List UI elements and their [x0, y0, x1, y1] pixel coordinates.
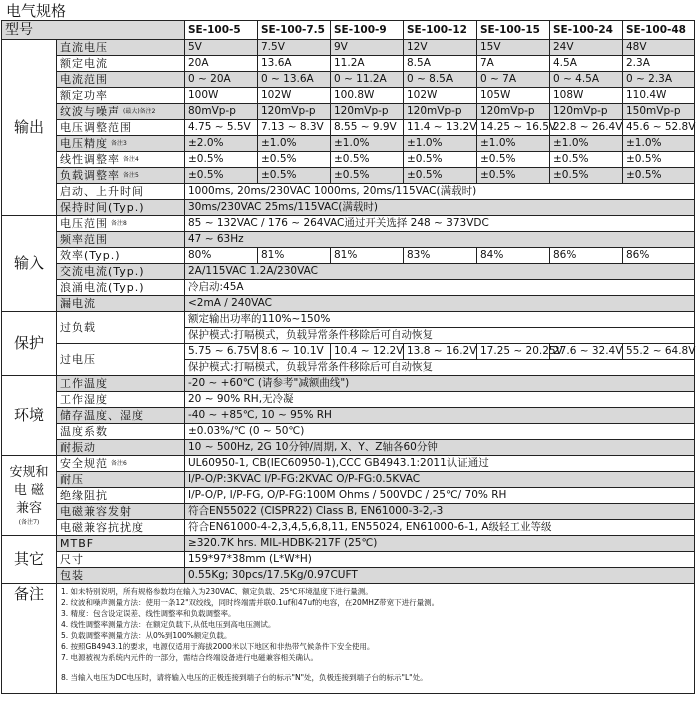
spec-value: 5.75 ~ 6.75V	[185, 344, 258, 360]
spec-row	[2, 568, 695, 584]
spec-value: 0.55Kg; 30pcs/17.5Kg/0.97CUFT	[185, 568, 695, 584]
spec-label	[57, 200, 185, 216]
spec-row	[2, 408, 695, 424]
spec-row	[2, 296, 695, 312]
spec-note: 备注5	[123, 172, 139, 180]
spec-value: 7.13 ~ 8.3V	[258, 120, 331, 136]
spec-label-text: 额定电流	[60, 57, 108, 70]
spec-row	[2, 232, 695, 248]
spec-value: 2A/115VAC 1.2A/230VAC	[185, 264, 695, 280]
spec-label-text: 过电压	[60, 353, 96, 366]
note-item: 5. 负载调整率测量方法：从0%到100%额定负载。	[61, 631, 232, 640]
spec-value: ±0.5%	[185, 168, 258, 184]
spec-value: 80%	[185, 248, 258, 264]
note-item: 6. 按照GB4943.1的要求，电源仅适用于海拔2000米以下地区和非热带气候条件下安全使用。	[61, 642, 375, 651]
spec-label	[57, 56, 185, 72]
spec-value: 8.6 ~ 10.1V	[258, 344, 331, 360]
section-note: (备注7)	[18, 519, 40, 526]
spec-value: 14.25 ~ 16.5V	[477, 120, 550, 136]
spec-value: 0 ~ 13.6A	[258, 72, 331, 88]
spec-row	[2, 40, 695, 56]
spec-value: ±0.5%	[550, 152, 623, 168]
spec-value: 100W	[185, 88, 258, 104]
spec-label-text: 频率范围	[60, 233, 108, 246]
spec-value: 150mVp-p	[623, 104, 695, 120]
spec-value: 81%	[331, 248, 404, 264]
spec-label-text: 温度系数	[60, 425, 108, 438]
spec-label-text: 额定功率	[60, 89, 108, 102]
section-protection: 保护	[2, 312, 57, 376]
spec-value: ±0.5%	[258, 168, 331, 184]
spec-label-text: 纹波与噪声	[60, 104, 120, 118]
spec-value: I/P-O/P:3KVAC I/P-FG:2KVAC O/P-FG:0.5KVAC	[185, 472, 695, 488]
spec-value: 8.5A	[404, 56, 477, 72]
spec-label	[57, 184, 185, 200]
model-header: SE-100-24	[550, 21, 623, 40]
section-safety-emc	[2, 456, 57, 536]
model-header: SE-100-7.5	[258, 21, 331, 40]
spec-value: ±0.5%	[258, 152, 331, 168]
spec-value: 20A	[185, 56, 258, 72]
spec-note: 备注3	[111, 140, 127, 148]
spec-row	[2, 200, 695, 216]
spec-value: 4.75 ~ 5.5V	[185, 120, 258, 136]
note-item	[61, 663, 690, 672]
model-label: 型号	[2, 21, 185, 40]
page-title: 电气规格	[6, 2, 67, 20]
spec-value: 10 ~ 500Hz, 2G 10分钟/周期, X、Y、Z轴各60分钟	[185, 440, 695, 456]
spec-row	[2, 248, 695, 264]
spec-value: 84%	[477, 248, 550, 264]
spec-value: ±0.5%	[550, 168, 623, 184]
spec-label	[57, 312, 185, 344]
spec-label	[57, 40, 185, 56]
spec-value: 86%	[550, 248, 623, 264]
spec-label	[57, 216, 185, 232]
spec-value: -20 ~ +60℃ (请参考"减额曲线")	[185, 376, 695, 392]
spec-label	[57, 88, 185, 104]
spec-row	[2, 72, 695, 88]
spec-value: 12V	[404, 40, 477, 56]
notes-list	[57, 584, 695, 694]
spec-label	[57, 344, 185, 376]
spec-row	[2, 168, 695, 184]
spec-row	[2, 552, 695, 568]
spec-label-text: 负载调整率	[60, 168, 120, 182]
spec-label-text: 交流电流(Typ.)	[60, 265, 145, 278]
spec-value: 24V	[550, 40, 623, 56]
spec-value: ±0.5%	[404, 168, 477, 184]
spec-label	[57, 440, 185, 456]
spec-note: 备注8	[111, 220, 127, 228]
spec-value: 9V	[331, 40, 404, 56]
spec-value: I/P-O/P, I/P-FG, O/P-FG:100M Ohms / 500VDC / 25℃/ 70% RH	[185, 488, 695, 504]
spec-label-text: 直流电压	[60, 41, 108, 54]
spec-note: 备注4	[123, 156, 139, 164]
spec-value: ±0.5%	[331, 152, 404, 168]
spec-value: 48V	[623, 40, 695, 56]
spec-row	[2, 264, 695, 280]
spec-value: ±0.5%	[331, 168, 404, 184]
spec-value: 27.6 ~ 32.4V	[550, 344, 623, 360]
spec-value: 120mVp-p	[258, 104, 331, 120]
spec-value: 1000ms, 20ms/230VAC 1000ms, 20ms/115VAC(满载时)	[185, 184, 695, 200]
spec-value: 105W	[477, 88, 550, 104]
section-environment: 环境	[2, 376, 57, 456]
spec-value: 102W	[258, 88, 331, 104]
spec-value: ±0.5%	[623, 168, 695, 184]
note-item: 7. 电源被视为系统内元件的一部分，需结合终端设备进行电磁兼容相关确认。	[61, 653, 319, 662]
spec-note: (最大)备注2	[123, 108, 156, 116]
spec-value: ±0.5%	[404, 152, 477, 168]
spec-label-text: 过负载	[60, 321, 96, 334]
spec-label-text: 漏电流	[60, 297, 96, 310]
note-item: 8. 当输入电压为DC电压时，请将输入电压的正极连接到端子台的标示"N"处，负极连接到端子台的标示"L"处。	[61, 673, 428, 682]
spec-value: 45.6 ~ 52.8V	[623, 120, 695, 136]
spec-label-text: 浪涌电流(Typ.)	[60, 281, 145, 294]
spec-value: 7A	[477, 56, 550, 72]
spec-row	[2, 88, 695, 104]
spec-label	[57, 248, 185, 264]
spec-value: 15V	[477, 40, 550, 56]
spec-value: 17.25 ~ 20.25V	[477, 344, 550, 360]
spec-label	[57, 296, 185, 312]
spec-value: 符合EN61000-4-2,3,4,5,6,8,11, EN55024, EN61000-6-1, A级轻工业等级	[185, 520, 695, 536]
spec-label	[57, 392, 185, 408]
spec-label	[57, 472, 185, 488]
spec-row	[2, 488, 695, 504]
spec-label-text: 效率(Typ.)	[60, 249, 121, 262]
spec-value: 120mVp-p	[331, 104, 404, 120]
spec-value: 保护模式:打嗝模式，负载异常条件移除后可自动恢复	[185, 328, 695, 344]
spec-value: 108W	[550, 88, 623, 104]
spec-row	[2, 184, 695, 200]
spec-value: 5V	[185, 40, 258, 56]
spec-value: 20 ~ 90% RH,无冷凝	[185, 392, 695, 408]
spec-label-text: 尺寸	[60, 553, 84, 566]
spec-label-text: 启动、上升时间	[60, 185, 144, 198]
note-item: 4. 线性调整率测量方法：在额定负载下,从低电压到高电压测试。	[61, 620, 276, 629]
spec-label	[57, 152, 185, 168]
spec-value: 83%	[404, 248, 477, 264]
spec-value: ±1.0%	[550, 136, 623, 152]
spec-label-text: 安全规范	[60, 456, 108, 470]
spec-row	[2, 280, 695, 296]
model-header: SE-100-15	[477, 21, 550, 40]
spec-value: ±2.0%	[185, 136, 258, 152]
spec-value: 55.2 ~ 64.8V	[623, 344, 695, 360]
note-item: 1. 如未特别说明，所有规格参数均在输入为230VAC、额定负载、25℃环境温度下进行量测。	[61, 587, 373, 596]
spec-label	[57, 488, 185, 504]
spec-row	[2, 104, 695, 120]
spec-value: ±1.0%	[404, 136, 477, 152]
spec-value: 47 ~ 63Hz	[185, 232, 695, 248]
section-title-line: 电 磁	[13, 483, 45, 498]
spec-value: 102W	[404, 88, 477, 104]
spec-value: 8.55 ~ 9.9V	[331, 120, 404, 136]
spec-value: 2.3A	[623, 56, 695, 72]
spec-value: 7.5V	[258, 40, 331, 56]
spec-row	[2, 56, 695, 72]
section-notes: 备注	[2, 584, 57, 694]
spec-label	[57, 376, 185, 392]
spec-label	[57, 168, 185, 184]
spec-label-text: 工作湿度	[60, 393, 108, 406]
model-header: SE-100-48	[623, 21, 695, 40]
spec-label	[57, 72, 185, 88]
spec-value: 110.4W	[623, 88, 695, 104]
spec-value: 11.4 ~ 13.2V	[404, 120, 477, 136]
spec-label	[57, 552, 185, 568]
spec-value: -40 ~ +85℃, 10 ~ 95% RH	[185, 408, 695, 424]
spec-label	[57, 264, 185, 280]
section-output: 输出	[2, 40, 57, 216]
spec-value: 100.8W	[331, 88, 404, 104]
spec-label-text: 线性调整率	[60, 152, 120, 166]
spec-row	[2, 216, 695, 232]
spec-value: 0 ~ 8.5A	[404, 72, 477, 88]
spec-value: UL60950-1, CB(IEC60950-1),CCC GB4943.1:2011认证通过	[185, 456, 695, 472]
note-item: 3. 精度：包含设定误差、线性调整率和负载调整率。	[61, 609, 236, 618]
spec-value: 额定输出功率的110%~150%	[185, 312, 695, 328]
spec-value: 4.5A	[550, 56, 623, 72]
spec-label	[57, 424, 185, 440]
spec-label-text: MTBF	[60, 537, 95, 550]
spec-label	[57, 280, 185, 296]
spec-value: 10.4 ~ 12.2V	[331, 344, 404, 360]
spec-row	[2, 392, 695, 408]
spec-value: 0 ~ 4.5A	[550, 72, 623, 88]
spec-label	[57, 536, 185, 552]
spec-label-text: 电压范围	[60, 216, 108, 230]
spec-value: 0 ~ 2.3A	[623, 72, 695, 88]
spec-value: 0 ~ 11.2A	[331, 72, 404, 88]
notes-row	[2, 584, 695, 694]
note-item: 2. 纹波和噪声测量方法：使用一条12"双绞线，同时终端需并联0.1uf和47uf的电容，在20MHZ带宽下进行量测。	[61, 598, 440, 607]
spec-value: 符合EN55022 (CISPR22) Class B, EN61000-3-2,-3	[185, 504, 695, 520]
spec-row	[2, 152, 695, 168]
spec-value: 保护模式:打嗝模式，负载异常条件移除后可自动恢复	[185, 360, 695, 376]
model-header: SE-100-9	[331, 21, 404, 40]
header-row	[2, 21, 695, 40]
spec-label	[57, 136, 185, 152]
spec-value: 冷启动:45A	[185, 280, 695, 296]
spec-label	[57, 520, 185, 536]
spec-label	[57, 456, 185, 472]
spec-row	[2, 472, 695, 488]
spec-value: ±0.03%/℃ (0 ~ 50℃)	[185, 424, 695, 440]
spec-label	[57, 504, 185, 520]
spec-label-text: 耐振动	[60, 441, 96, 454]
spec-row	[2, 120, 695, 136]
spec-row	[2, 344, 695, 360]
spec-label-text: 保持时间(Typ.)	[60, 201, 145, 214]
spec-label-text: 储存温度、湿度	[60, 409, 144, 422]
spec-value: <2mA / 240VAC	[185, 296, 695, 312]
spec-value: 81%	[258, 248, 331, 264]
spec-label-text: 绝缘阻抗	[60, 489, 108, 502]
model-header: SE-100-12	[404, 21, 477, 40]
section-title-line: 兼容	[15, 501, 42, 516]
spec-label-text: 电磁兼容发射	[60, 505, 132, 518]
spec-label	[57, 568, 185, 584]
spec-value: 13.6A	[258, 56, 331, 72]
spec-row	[2, 312, 695, 328]
spec-label-text: 耐压	[60, 473, 84, 486]
spec-value: ±1.0%	[477, 136, 550, 152]
spec-value: ±0.5%	[623, 152, 695, 168]
spec-label-text: 电流范围	[60, 73, 108, 86]
spec-value: ±0.5%	[477, 152, 550, 168]
section-title-line: 安规和	[9, 465, 49, 480]
spec-value: ±1.0%	[258, 136, 331, 152]
spec-row	[2, 520, 695, 536]
spec-label	[57, 232, 185, 248]
spec-value: ≥320.7K hrs. MIL-HDBK-217F (25℃)	[185, 536, 695, 552]
spec-value: 85 ~ 132VAC / 176 ~ 264VAC通过开关选择 248 ~ 373VDC	[185, 216, 695, 232]
spec-label-text: 电压精度	[60, 136, 108, 150]
spec-label-text: 电磁兼容抗扰度	[60, 521, 144, 534]
spec-value: ±0.5%	[477, 168, 550, 184]
spec-label	[57, 408, 185, 424]
section-others: 其它	[2, 536, 57, 584]
spec-label	[57, 120, 185, 136]
spec-row	[2, 504, 695, 520]
spec-value: ±1.0%	[623, 136, 695, 152]
spec-label-text: 包装	[60, 569, 84, 582]
spec-value: 80mVp-p	[185, 104, 258, 120]
spec-value: 11.2A	[331, 56, 404, 72]
spec-value: 120mVp-p	[404, 104, 477, 120]
spec-row	[2, 376, 695, 392]
spec-value: 22.8 ~ 26.4V	[550, 120, 623, 136]
spec-value: 86%	[623, 248, 695, 264]
spec-value: ±1.0%	[331, 136, 404, 152]
spec-row	[2, 136, 695, 152]
spec-value: 0 ~ 7A	[477, 72, 550, 88]
spec-row	[2, 536, 695, 552]
spec-note: 备注6	[111, 460, 127, 468]
spec-table	[1, 20, 695, 694]
spec-row	[2, 456, 695, 472]
spec-row	[2, 440, 695, 456]
spec-label-text: 电压调整范围	[60, 121, 132, 134]
spec-value: 0 ~ 20A	[185, 72, 258, 88]
spec-value: 159*97*38mm (L*W*H)	[185, 552, 695, 568]
spec-value: 120mVp-p	[477, 104, 550, 120]
spec-label	[57, 104, 185, 120]
spec-label-text: 工作温度	[60, 377, 108, 390]
model-header: SE-100-5	[185, 21, 258, 40]
spec-value: ±0.5%	[185, 152, 258, 168]
section-input: 输入	[2, 216, 57, 312]
spec-row	[2, 424, 695, 440]
spec-value: 30ms/230VAC 25ms/115VAC(满载时)	[185, 200, 695, 216]
spec-value: 120mVp-p	[550, 104, 623, 120]
spec-value: 13.8 ~ 16.2V	[404, 344, 477, 360]
